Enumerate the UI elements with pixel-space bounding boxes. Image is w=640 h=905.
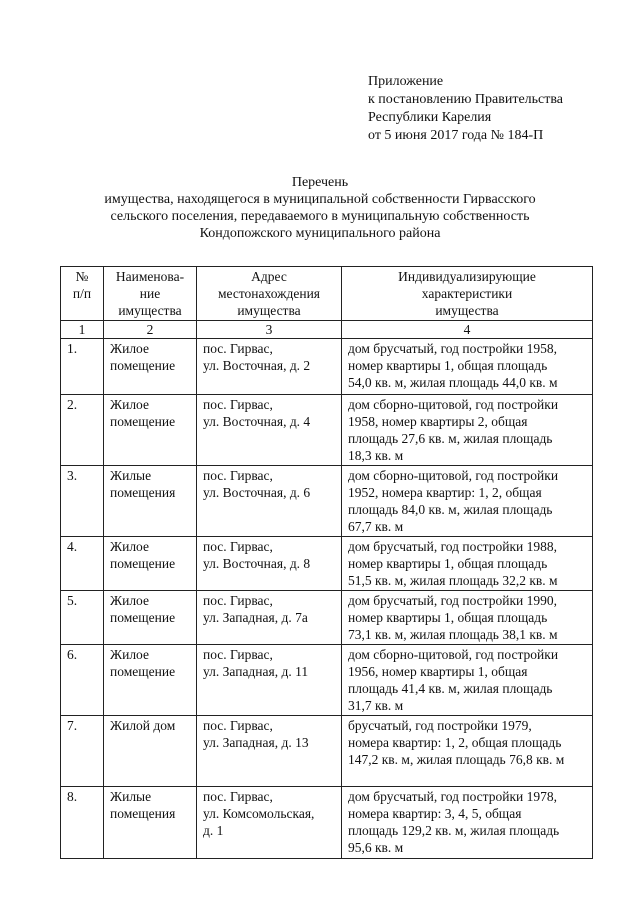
cell-num: 1. [61, 339, 104, 395]
cell-name [104, 395, 197, 466]
column-number: 2 [104, 321, 197, 339]
address-text: пос. Гирвас, [203, 647, 273, 662]
details-text: 1958, номер квартиры 2, общая [348, 414, 528, 429]
header-text: имущества [118, 303, 182, 318]
cell-address [197, 787, 342, 859]
details-text: 31,7 кв. м [348, 698, 404, 713]
details-text: площадь 41,4 кв. м, жилая площадь [348, 681, 553, 696]
details-text: дом сборно-щитовой, год постройки [348, 468, 559, 483]
cell-name [104, 716, 197, 787]
header-cell-name [104, 267, 197, 321]
table-row [61, 645, 593, 716]
details-text: 1956, номер квартиры 1, общая [348, 664, 528, 679]
name-text: помещения [110, 806, 176, 821]
cell-num: 6. [61, 645, 104, 716]
cell-details [342, 537, 593, 591]
name-text: Жилое [110, 341, 149, 356]
details-text [348, 768, 586, 785]
address-text: пос. Гирвас, [203, 468, 273, 483]
header-cell-details [342, 267, 593, 321]
details-text: дом сборно-щитовой, год постройки [348, 397, 559, 412]
address-text: ул. Комсомольская, [203, 806, 315, 821]
address-text: пос. Гирвас, [203, 593, 273, 608]
cell-address [197, 395, 342, 466]
column-number: 4 [342, 321, 593, 339]
name-text: Жилое [110, 593, 149, 608]
address-text: пос. Гирвас, [203, 397, 273, 412]
details-text: дом брусчатый, год постройки 1990, [348, 593, 557, 608]
cell-address [197, 716, 342, 787]
column-number: 3 [197, 321, 342, 339]
details-text: 1952, номера квартир: 1, 2, общая [348, 485, 542, 500]
address-text: пос. Гирвас, [203, 341, 273, 356]
table-row [61, 395, 593, 466]
details-text: площадь 129,2 кв. м, жилая площадь [348, 823, 560, 838]
table-row [61, 787, 593, 859]
title-line: Перечень [291, 175, 349, 190]
cell-name [104, 466, 197, 537]
table-row [61, 591, 593, 645]
name-text: Жилой дом [110, 718, 176, 733]
cell-name [104, 645, 197, 716]
header-cell-number [61, 267, 104, 321]
details-text: 73,1 кв. м, жилая площадь 38,1 кв. м [348, 627, 558, 642]
cell-name [104, 787, 197, 859]
name-text: Жилое [110, 397, 149, 412]
cell-num: 4. [61, 537, 104, 591]
cell-details [342, 591, 593, 645]
cell-details [342, 339, 593, 395]
details-text: 147,2 кв. м, жилая площадь 76,8 кв. м [348, 752, 565, 767]
name-text: помещение [110, 610, 176, 625]
cell-details [342, 645, 593, 716]
appendix-line: Республики Карелия [368, 110, 492, 125]
name-text: Жилое [110, 539, 149, 554]
cell-address [197, 591, 342, 645]
address-text: ул. Восточная, д. 2 [203, 358, 311, 373]
details-text: 51,5 кв. м, жилая площадь 32,2 кв. м [348, 573, 558, 588]
name-text: помещение [110, 414, 176, 429]
column-number: 1 [61, 321, 104, 339]
details-text: 67,7 кв. м [348, 519, 404, 534]
details-text: номера квартир: 3, 4, 5, общая [348, 806, 522, 821]
header-text: № [75, 269, 89, 284]
details-text: номера квартир: 1, 2, общая площадь [348, 735, 562, 750]
header-text: имущества [237, 303, 301, 318]
address-text: д. 1 [203, 823, 224, 838]
appendix-line: к постановлению Правительства [368, 92, 564, 107]
cell-address [197, 466, 342, 537]
cell-address [197, 537, 342, 591]
table-header-row [61, 267, 593, 321]
header-text: ние [139, 286, 161, 301]
details-text: брусчатый, год постройки 1979, [348, 718, 532, 733]
details-text: дом брусчатый, год постройки 1958, [348, 341, 557, 356]
header-text: п/п [72, 286, 92, 301]
cell-num: 2. [61, 395, 104, 466]
header-text: имущества [435, 303, 499, 318]
details-text: дом брусчатый, год постройки 1978, [348, 789, 557, 804]
address-text: ул. Западная, д. 7а [203, 610, 308, 625]
table-row [61, 716, 593, 787]
cell-name [104, 591, 197, 645]
cell-details [342, 466, 593, 537]
header-text: Наименова- [115, 269, 185, 284]
name-text: Жилые [110, 789, 152, 804]
cell-address [197, 339, 342, 395]
cell-num: 3. [61, 466, 104, 537]
address-text: ул. Восточная, д. 4 [203, 414, 311, 429]
address-text: ул. Восточная, д. 6 [203, 485, 311, 500]
cell-details [342, 395, 593, 466]
details-text: дом брусчатый, год постройки 1988, [348, 539, 557, 554]
details-text: 54,0 кв. м, жилая площадь 44,0 кв. м [348, 375, 558, 390]
header-text: Индивидуализирующие [398, 269, 536, 284]
property-table [60, 266, 593, 859]
table-row [61, 339, 593, 395]
header-text: характеристики [421, 286, 513, 301]
details-text: дом сборно-щитовой, год постройки [348, 647, 559, 662]
table-row [61, 466, 593, 537]
title-line: сельского поселения, передаваемого в муниципальную собственность [110, 209, 530, 224]
name-text: Жилые [110, 468, 152, 483]
cell-num: 8. [61, 787, 104, 859]
cell-num: 7. [61, 716, 104, 787]
details-text: 18,3 кв. м [348, 448, 404, 463]
header-cell-address [197, 267, 342, 321]
title-line: имущества, находящегося в муниципальной собственности Гирвасского [104, 192, 536, 207]
header-text: Адрес [251, 269, 287, 284]
details-text: номер квартиры 1, общая площадь [348, 610, 548, 625]
details-text: площадь 84,0 кв. м, жилая площадь [348, 502, 553, 517]
name-text: помещение [110, 556, 176, 571]
table-row [61, 537, 593, 591]
address-text: пос. Гирвас, [203, 789, 273, 804]
address-text: пос. Гирвас, [203, 539, 273, 554]
cell-address [197, 645, 342, 716]
address-text: ул. Восточная, д. 8 [203, 556, 311, 571]
name-text: Жилое [110, 647, 149, 662]
details-text: номер квартиры 1, общая площадь [348, 358, 548, 373]
name-text: помещения [110, 485, 176, 500]
cell-details [342, 787, 593, 859]
address-text: ул. Западная, д. 11 [203, 664, 309, 679]
cell-num: 5. [61, 591, 104, 645]
cell-name [104, 339, 197, 395]
address-text: пос. Гирвас, [203, 718, 273, 733]
appendix-line: Приложение [368, 74, 444, 89]
name-text: помещение [110, 358, 176, 373]
details-text: площадь 27,6 кв. м, жилая площадь [348, 431, 553, 446]
details-text: номер квартиры 1, общая площадь [348, 556, 548, 571]
title-line: Кондопожского муниципального района [199, 226, 441, 241]
address-text: ул. Западная, д. 13 [203, 735, 309, 750]
appendix-line: от 5 июня 2017 года № 184-П [368, 128, 544, 143]
cell-details [342, 716, 593, 787]
cell-name [104, 537, 197, 591]
details-text: 95,6 кв. м [348, 840, 404, 855]
name-text: помещение [110, 664, 176, 679]
header-text: местонахождения [217, 286, 321, 301]
column-number-row [61, 321, 593, 339]
